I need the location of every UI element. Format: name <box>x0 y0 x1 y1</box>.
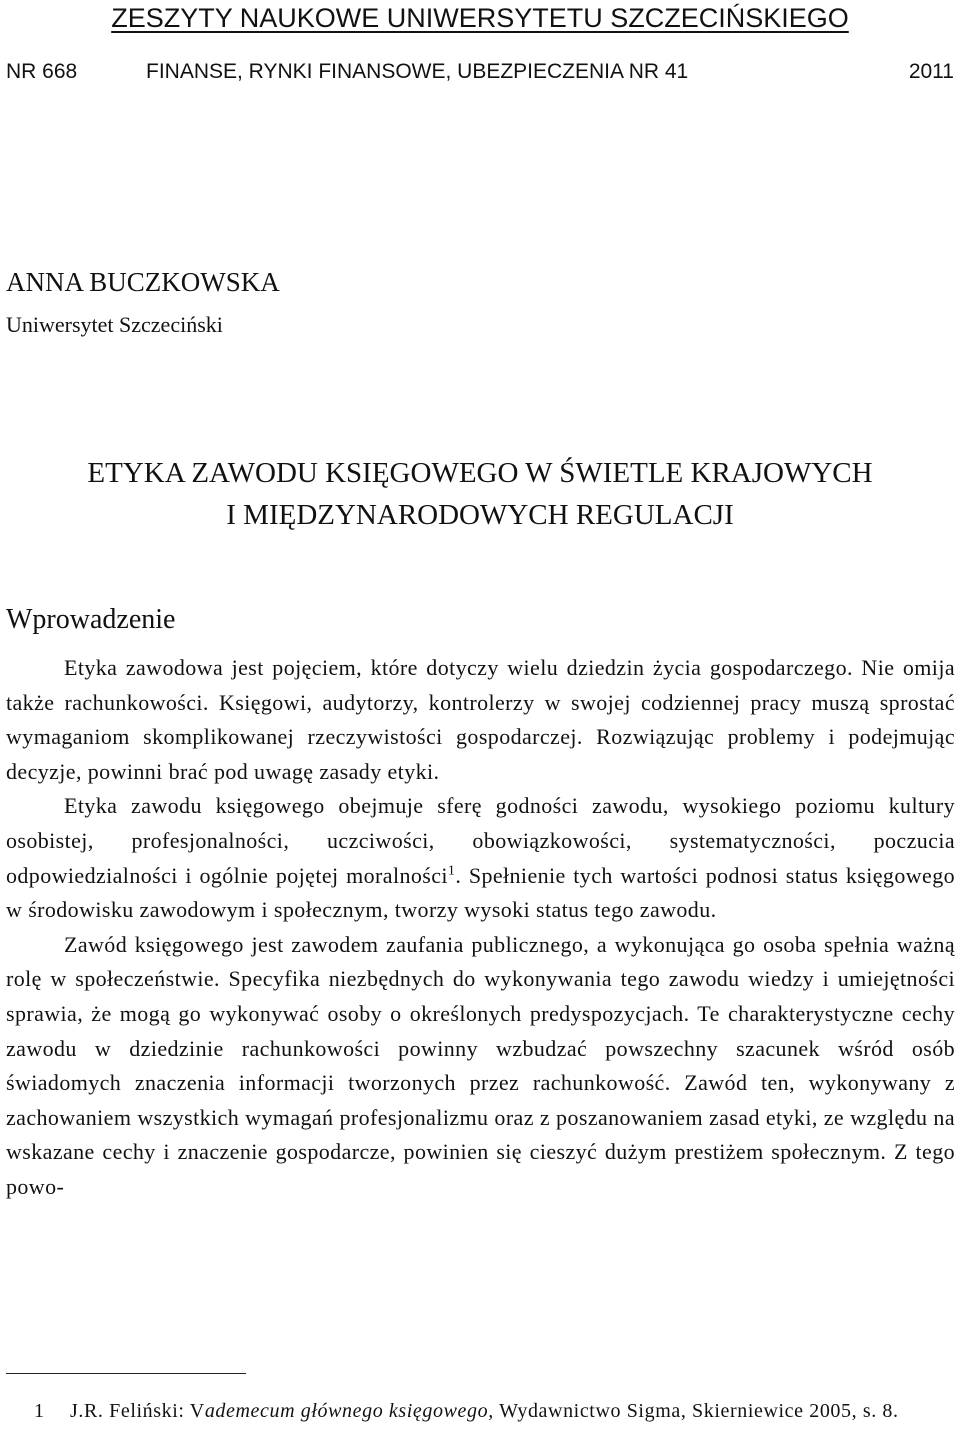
paragraph-2-text: Etyka zawodu księgowego obejmuje sferę godności zawodu, wysokiego poziomu kultury osobistej, profesjonalności, uczciwości, obowiązkowości, systematyczności, poczucia odpowiedzialności i ogólnie pojętej moralności <box>6 793 955 888</box>
article-title-line-2: I MIĘDZYNARODOWYCH REGULACJI <box>226 499 734 531</box>
footnote-number: 1 <box>34 1400 45 1422</box>
author-affiliation: Uniwersytet Szczeciński <box>6 312 223 337</box>
footnote-publication: Wydawnictwo Sigma, Skierniewice 2005, s. 8. <box>493 1400 899 1422</box>
article-title-line-1: ETYKA ZAWODU KSIĘGOWEGO W ŚWIETLE KRAJOWYCH <box>87 457 873 489</box>
issue-number: NR 668 <box>6 60 78 83</box>
article-body <box>6 651 955 1205</box>
paragraph-1: Etyka zawodowa jest pojęciem, które dotyczy wielu dziedzin życia gospodarczego. Nie omija także rachunkowości. Księgowi, audytorzy, kontrolerzy w swojej codziennej pracy muszą sprostać wymaganiom skomplikowanej rzeczywistości gospodarczej. Rozwiązując problemy i podejmując decyzje, powinni brać pod uwagę zasady etyki. <box>6 655 955 784</box>
paragraph-2 <box>6 789 955 927</box>
paragraph-2-text-cont: . Spełnienie tych wartości podnosi status księgowego w środowisku zawodowym i społecznym, tworzy wysoki status tego zawodu. <box>6 862 955 923</box>
footnote <box>6 1396 956 1426</box>
paragraph-3: Zawód księgowego jest zawodem zaufania publicznego, a wykonująca go osoba spełnia ważną rolę w społeczeństwie. Specyfika niezbędnych do wykonywania tego zawodu wiedzy i umiejętności sprawia, że mogą go wykonywać osoby o określonych predyspozycjach. Te charakterystyczne cechy zawodu w dziedzinie rachunkowości powinny wzbudzać powszechny szacunek wśród osób świadomych znaczenia informacji tworzonych przez rachunkowość. Zawód ten, wykonywany z zachowaniem wszystkich wymagań profesjonalizmu oraz z poszanowaniem zasad etyki, ze względu na wskazane cechy i znaczenie gospodarcze, powinien się cieszyć dużym prestiżem społecznym. Z tego powo- <box>6 931 955 1199</box>
section-heading: Wprowadzenie <box>6 604 176 635</box>
issue-line <box>6 56 954 90</box>
article-title <box>6 452 954 536</box>
footnote-author: J.R. Feliński: V <box>70 1400 205 1422</box>
journal-title: ZESZYTY NAUKOWE UNIWERSYTETU SZCZECIŃSKIEGO <box>111 3 849 33</box>
footnote-divider <box>6 1373 246 1374</box>
footnote-book-title: ademecum głównego księgowego, <box>204 1400 494 1422</box>
footnote-reference[interactable]: 1 <box>447 863 456 879</box>
series-name: FINANSE, RYNKI FINANSOWE, UBEZPIECZENIA NR 41 <box>146 60 689 83</box>
issue-year: 2011 <box>908 60 954 83</box>
author-name: ANNA BUCZKOWSKA <box>6 267 280 297</box>
footnote-text <box>6 1396 956 1426</box>
